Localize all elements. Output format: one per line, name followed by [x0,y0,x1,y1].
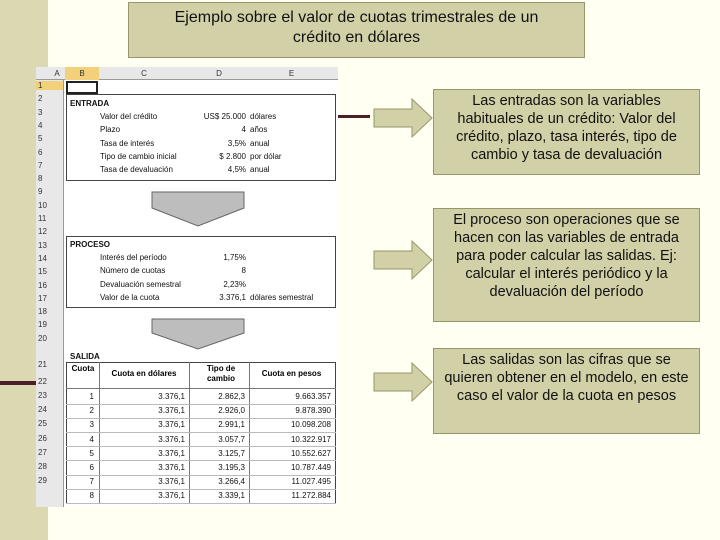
connector-line [338,115,370,118]
row-header[interactable]: 19 [38,320,47,330]
row-header[interactable]: 13 [38,240,47,250]
row-header[interactable]: 16 [38,280,47,290]
down-arrow-icon [150,317,246,351]
row-header[interactable]: 18 [38,307,47,317]
table-cell: 3.376,1 [158,477,185,487]
table-header: Tipo de cambio [206,364,236,383]
table-cell: 3.057,7 [218,434,245,444]
column-header[interactable]: B [65,67,99,80]
entrada-value: 4 [241,125,246,135]
row-header[interactable]: 4 [38,120,43,130]
entrada-unit: años [250,125,268,135]
entrada-unit: por dólar [250,151,282,161]
title-line-1: Ejemplo sobre el valor de cuotas trimestrales de un [174,9,539,26]
arrow-right-icon [372,238,434,282]
table-cell: 9.878.390 [295,406,331,416]
title-line-2: crédito en dólares [292,29,421,46]
proceso-label: Número de cuotas [100,266,166,276]
table-cell: 11.272.884 [291,491,331,501]
table-cell: 3.376,1 [158,406,185,416]
proceso-label: Interés del período [100,253,167,262]
table-cell: 3.376,1 [158,392,185,401]
row-header[interactable]: 26 [38,433,47,443]
entrada-value: $ 2.800 [219,151,246,161]
table-cell: 2.926,0 [218,406,245,416]
row-header[interactable]: 21 [38,359,47,369]
callout-proceso: El proceso son operaciones que se hacen con las variables de entrada para poder calcular las salidas. Ej: calcular el interés periódico y la devaluación del período [433,208,700,322]
entrada-label: Tasa de interés [100,138,155,148]
row-header[interactable]: 5 [38,134,43,144]
proceso-value: 3.376,1 [219,292,246,302]
slide-title [128,2,585,58]
arrow-right-icon [372,360,434,404]
entrada-unit: dólares [250,112,277,121]
proceso-value: 2,23% [223,279,246,289]
table-cell: 3.376,1 [158,448,185,458]
table-cell: 2 [89,406,94,416]
row-header[interactable]: 24 [38,405,47,415]
row-header[interactable]: 20 [38,333,47,343]
table-row-line [66,503,336,504]
row-header[interactable]: 23 [38,390,47,400]
proceso-label: Devaluación semestral [100,279,181,289]
proceso-value: 1,75% [223,253,246,262]
entrada-value: 3,5% [227,138,246,148]
table-cell: 8 [89,491,94,501]
proceso-title: PROCESO [70,240,111,249]
table-cell: 6 [89,463,94,472]
table-cell: 10.787.449 [290,463,331,472]
row-header[interactable]: 27 [38,447,47,457]
table-cell: 3.195,3 [218,463,245,472]
row-header[interactable]: 12 [38,227,47,237]
row-header[interactable]: 8 [38,174,43,184]
row-header[interactable]: 7 [38,160,43,170]
table-cell: 10.552.627 [290,448,331,458]
table-header: Cuota en pesos [261,369,322,378]
salida-title: SALIDA [70,352,100,361]
row-header[interactable]: 6 [38,147,43,157]
proceso-value: 8 [241,266,246,276]
row-header[interactable]: 2 [38,94,43,104]
table-divider [66,388,336,389]
column-header[interactable]: E [288,69,295,78]
table-cell: 3.376,1 [158,434,185,444]
entrada-title: ENTRADA [70,99,110,108]
callout-entradas: Las entradas son la variables habituales de un crédito: Valor del crédito, plazo, tasa interés, tipo de cambio y tasa de devaluación [433,89,700,175]
table-cell: 4 [89,434,94,444]
spreadsheet [36,67,338,507]
row-header[interactable]: 1 [36,81,63,90]
proceso-unit: dólares semestral [250,292,314,302]
table-header: Cuota en dólares [111,369,177,378]
column-header[interactable]: C [141,69,147,78]
row-header-bar [36,80,64,507]
table-cell: 3.376,1 [158,491,185,501]
table-cell: 3.339,1 [218,491,245,501]
table-cell: 5 [89,448,94,458]
proceso-label: Valor de la cuota [100,292,160,302]
table-cell: 7 [89,477,94,487]
table-cell: 11.027.495 [291,477,331,487]
entrada-value: US$ 25.000 [203,112,246,121]
entrada-label: Valor del crédito [100,112,158,121]
entrada-value: 4,5% [227,165,246,175]
table-cell: 3.266,4 [218,477,245,487]
column-header-bar [36,67,338,80]
arrow-right-icon [372,96,434,140]
down-arrow-icon [150,190,246,228]
table-cell: 3 [89,420,94,430]
row-header[interactable]: 10 [38,200,47,210]
entrada-label: Tasa de devaluación [100,165,173,175]
row-header[interactable]: 14 [38,253,47,263]
entrada-label: Tipo de cambio inicial [100,151,177,161]
table-cell: 10.322.917 [290,434,331,444]
row-header[interactable]: 29 [38,476,47,486]
table-cell: 9.663.357 [295,392,331,401]
callout-salidas: Las salidas son las cifras que se quieren obtener en el modelo, en este caso el valor de la cuota en pesos [433,348,700,434]
row-header[interactable]: 25 [38,419,47,429]
table-cell: 1 [89,392,94,401]
table-cell: 10.098.208 [290,420,331,430]
table-header: Cuota [71,364,95,373]
table-cell: 2.862,3 [218,392,245,401]
row-header[interactable]: 22 [38,376,47,386]
row-header[interactable]: 11 [38,214,47,223]
table-cell: 2.991,1 [218,420,245,430]
entrada-label: Plazo [100,125,121,135]
accent-divider [0,381,36,385]
row-header[interactable]: 3 [38,107,43,117]
column-header[interactable]: D [216,69,222,78]
selected-cell[interactable] [66,81,98,94]
row-header[interactable]: 17 [38,293,47,303]
entrada-unit: anual [250,138,270,148]
row-header[interactable]: 15 [38,267,47,277]
table-cell: 3.376,1 [158,463,185,472]
row-header[interactable]: 28 [38,461,47,471]
entrada-unit: anual [250,165,270,175]
table-cell: 3.376,1 [158,420,185,430]
column-header[interactable]: A [54,69,60,78]
row-header[interactable]: 9 [38,187,43,197]
table-cell: 3.125,7 [218,448,245,458]
